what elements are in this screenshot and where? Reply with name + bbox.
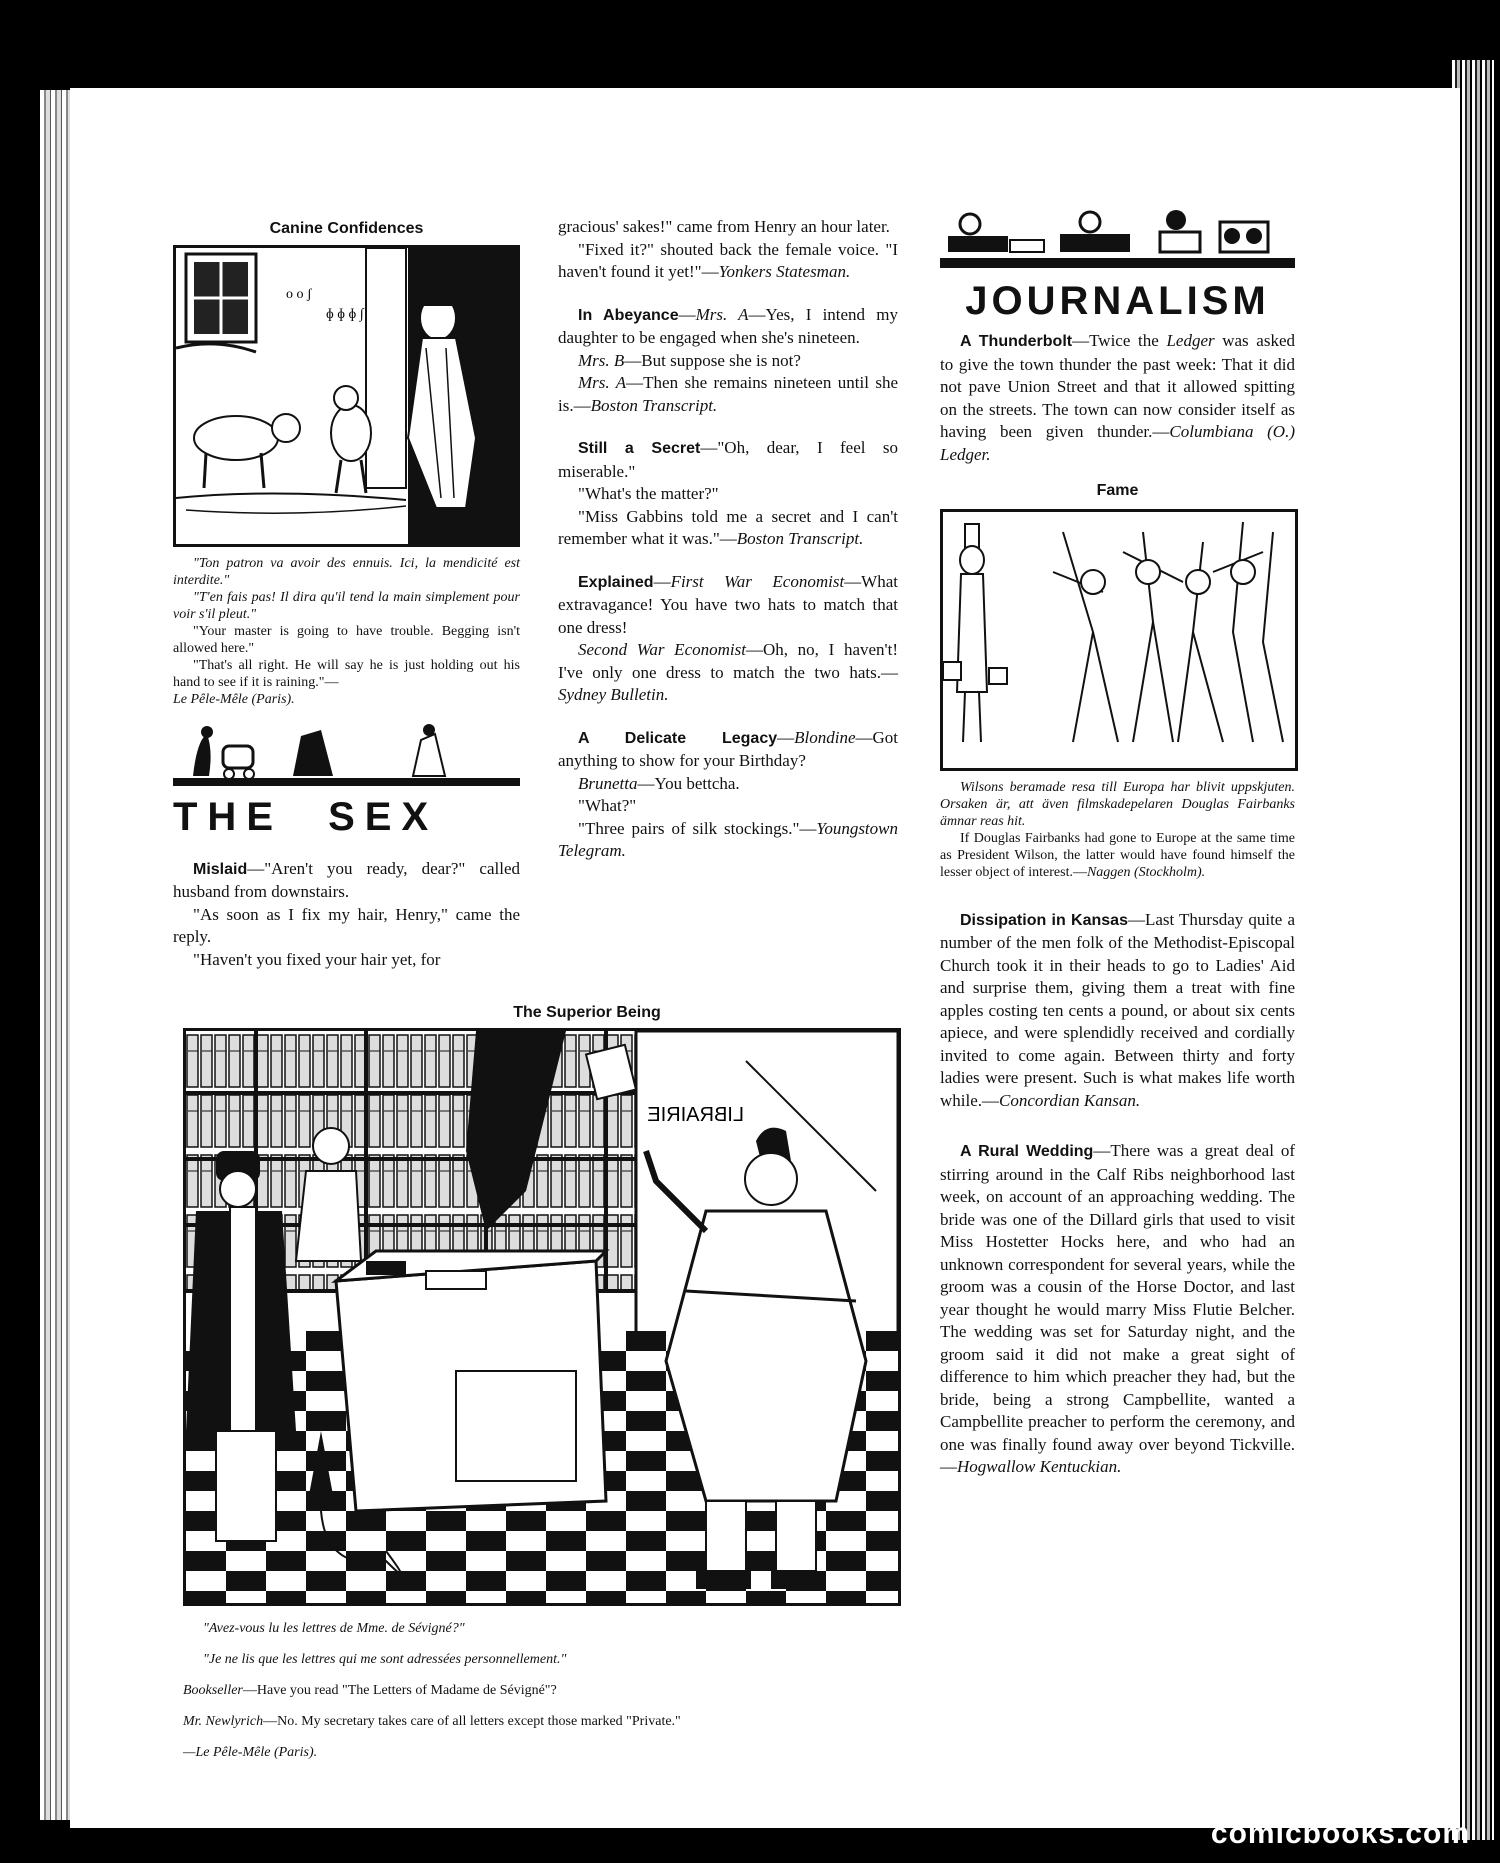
- secret-para-3: "Miss Gabbins told me a secret and I can't remember what it was."—Boston Transcript.: [558, 506, 898, 548]
- canine-caption: [173, 555, 520, 708]
- canine-caption-english-1: "Your master is going to have trouble. Begging isn't allowed here.": [173, 623, 520, 656]
- legacy-para-3: "What?": [578, 796, 637, 815]
- fame-caption-english: If Douglas Fairbanks had gone to Europe at the same time as President Wilson, the latter would have found himself the lesser object of interest.—Naggen (Stockholm).: [940, 830, 1295, 880]
- mislaid-para-3: "Haven't you fixed your hair yet, for: [193, 949, 441, 969]
- column-left: [173, 218, 520, 971]
- superior-caption: [183, 1620, 895, 1761]
- svg-text:o o ʃ: o o ʃ: [286, 286, 312, 302]
- canine-caption-french-1: "Ton patron va avoir des ennuis. Ici, la mendicité est interdite.": [173, 555, 520, 588]
- magazine-page: [70, 88, 1460, 1828]
- canine-illustration: [176, 248, 517, 544]
- kansas-para: Dissipation in Kansas—Last Thursday quite a number of the men folk of the Methodist-Episcopal Church took it in their heads to go to Ladies' Aid and surprise them, giving them a treat with fine apples costing ten cents a pound, or about six cents apiece, and were splendidly received and cordially invited to come again. Between thirty and forty ladies were present. Such is what makes life worth while.—Concordian Kansan.: [940, 909, 1295, 1110]
- fame-title: Fame: [1096, 482, 1139, 499]
- canine-caption-source: Le Pêle-Mêle (Paris).: [173, 691, 295, 707]
- secret-para-1: Still a Secret—"Oh, dear, I feel so miserable.": [558, 438, 899, 481]
- superior-caption-english-1: Bookseller—Have you read "The Letters of Madame de Sévigné"?: [183, 1683, 557, 1698]
- superior-caption-english-2: Mr. Newlyrich—No. My secretary takes care of all letters except those marked "Private.": [183, 1714, 681, 1729]
- wedding-para: A Rural Wedding—There was a great deal of stirring around in the Calf Ribs neighborhood last week, on account of an approaching wedding. The bride was one of the Dillard girls that used to visit Miss Hostetter Hocks here, and who had an unknown correspondent for several years, while the groom was a cousin of the Horse Doctor, and last year thought he would marry Miss Flutie Belcher. The wedding was set for Saturday night, and the groom said it did not make a great sight of difference to him which preacher they had, but the bride, being a strong Campbellite, wanted a Campbellite preacher to perform the ceremony, and one was finally found away over beyond Tickville.—Hogwallow Kentuckian.: [940, 1141, 1296, 1476]
- mislaid-para-2: "As soon as I fix my hair, Henry," came the reply.: [173, 904, 520, 946]
- the-sex-title: THE SEX: [173, 795, 439, 839]
- mislaid-continued-1: gracious' sakes!" came from Henry an hour later.: [558, 217, 890, 236]
- mislaid-para-1: Mislaid—"Aren't you ready, dear?" called husband from downstairs.: [173, 858, 520, 901]
- superior-title: The Superior Being: [513, 1004, 661, 1021]
- svg-text:ɸ ɸ ɸ ∫: ɸ ɸ ɸ ∫: [326, 306, 364, 322]
- superior-caption-french-1: "Avez-vous lu les lettres de Mme. de Sévigné?": [203, 1621, 465, 1636]
- canine-cartoon: [173, 245, 520, 547]
- superior-illustration: [186, 1031, 898, 1603]
- canine-caption-english-2: "That's all right. He will say he is just holding out his hand to see if it is raining."—: [173, 657, 520, 690]
- the-sex-vignette: [173, 720, 520, 788]
- secret-para-2: "What's the matter?": [578, 484, 719, 503]
- journalism-header: [940, 208, 1295, 330]
- explained-heading: Explained: [578, 573, 654, 591]
- legacy-heading: A Delicate Legacy: [578, 729, 778, 747]
- fame-caption: [940, 779, 1295, 881]
- column-right: [940, 208, 1295, 1479]
- the-sex-header: [173, 720, 520, 858]
- legacy-para-2: Brunetta—You bettcha.: [578, 773, 740, 793]
- superior-being-block: [183, 1004, 901, 1775]
- thunderbolt-para: A Thunderbolt—Twice the Ledger was asked to give the town thunder the past week: That it did not pave Union Street and that it allowed spitting on the streets. The town can now consider itself as having been given thunder.—Columbiana (O.) Ledger.: [940, 331, 1296, 464]
- mislaid-heading: Mislaid: [193, 860, 248, 878]
- mislaid-continued-2: "Fixed it?" shouted back the female voice. "I haven't found it yet!"—Yonkers Statesman.: [558, 239, 898, 281]
- thunderbolt-heading: A Thunderbolt: [960, 333, 1073, 350]
- kansas-heading: Dissipation in Kansas: [960, 911, 1128, 929]
- abeyance-para-1: In Abeyance—Mrs. A—Yes, I intend my daughter to be engaged when she's nineteen.: [558, 304, 898, 347]
- canine-title: Canine Confidences: [269, 220, 424, 237]
- the-sex-heading: [173, 794, 520, 840]
- abeyance-heading: In Abeyance: [578, 306, 679, 324]
- canine-caption-french-2: "T'en fais pas! Il dira qu'il tend la main simplement pour voir s'il pleut.": [173, 589, 520, 622]
- abeyance-para-2: Mrs. B—But suppose she is not?: [578, 350, 801, 370]
- watermark: comicbooks.com: [1210, 1817, 1470, 1850]
- wedding-heading: A Rural Wedding: [960, 1143, 1094, 1160]
- fame-illustration: [943, 512, 1295, 768]
- fame-caption-swedish: Wilsons beramade resa till Europa har blivit uppskjuten. Orsaken är, att även filmskadepelaren Douglas Fairbanks ämnar reas hit.: [940, 779, 1295, 829]
- fame-cartoon: [940, 509, 1298, 771]
- superior-caption-source: —Le Pêle-Mêle (Paris).: [183, 1745, 318, 1760]
- journalism-title: JOURNALISM: [965, 278, 1270, 323]
- explained-para-2: Second War Economist—Oh, no, I haven't! I've only one dress to match the two hats.—Sydney Bulletin.: [558, 640, 898, 704]
- legacy-para-4: "Three pairs of silk stockings."—Youngstown Telegram.: [558, 818, 898, 860]
- abeyance-para-3: Mrs. A—Then she remains nineteen until she is.—Boston Transcript.: [558, 373, 898, 415]
- superior-cartoon: [183, 1028, 901, 1606]
- book-spine-left: [40, 90, 70, 1820]
- journalism-vignette: [940, 208, 1295, 272]
- explained-para-1: Explained—First War Economist—What extravagance! You have two hats to match that one dress!: [558, 571, 898, 637]
- secret-heading: Still a Secret: [578, 440, 701, 457]
- superior-caption-french-2: "Je ne lis que les lettres qui me sont adressées personnellement.": [203, 1652, 567, 1667]
- legacy-para-1: A Delicate Legacy—Blondine—Got anything to show for your Birthday?: [558, 727, 898, 770]
- window-sign-text: LIBRAIRIE: [647, 1104, 744, 1126]
- column-middle: [558, 216, 898, 863]
